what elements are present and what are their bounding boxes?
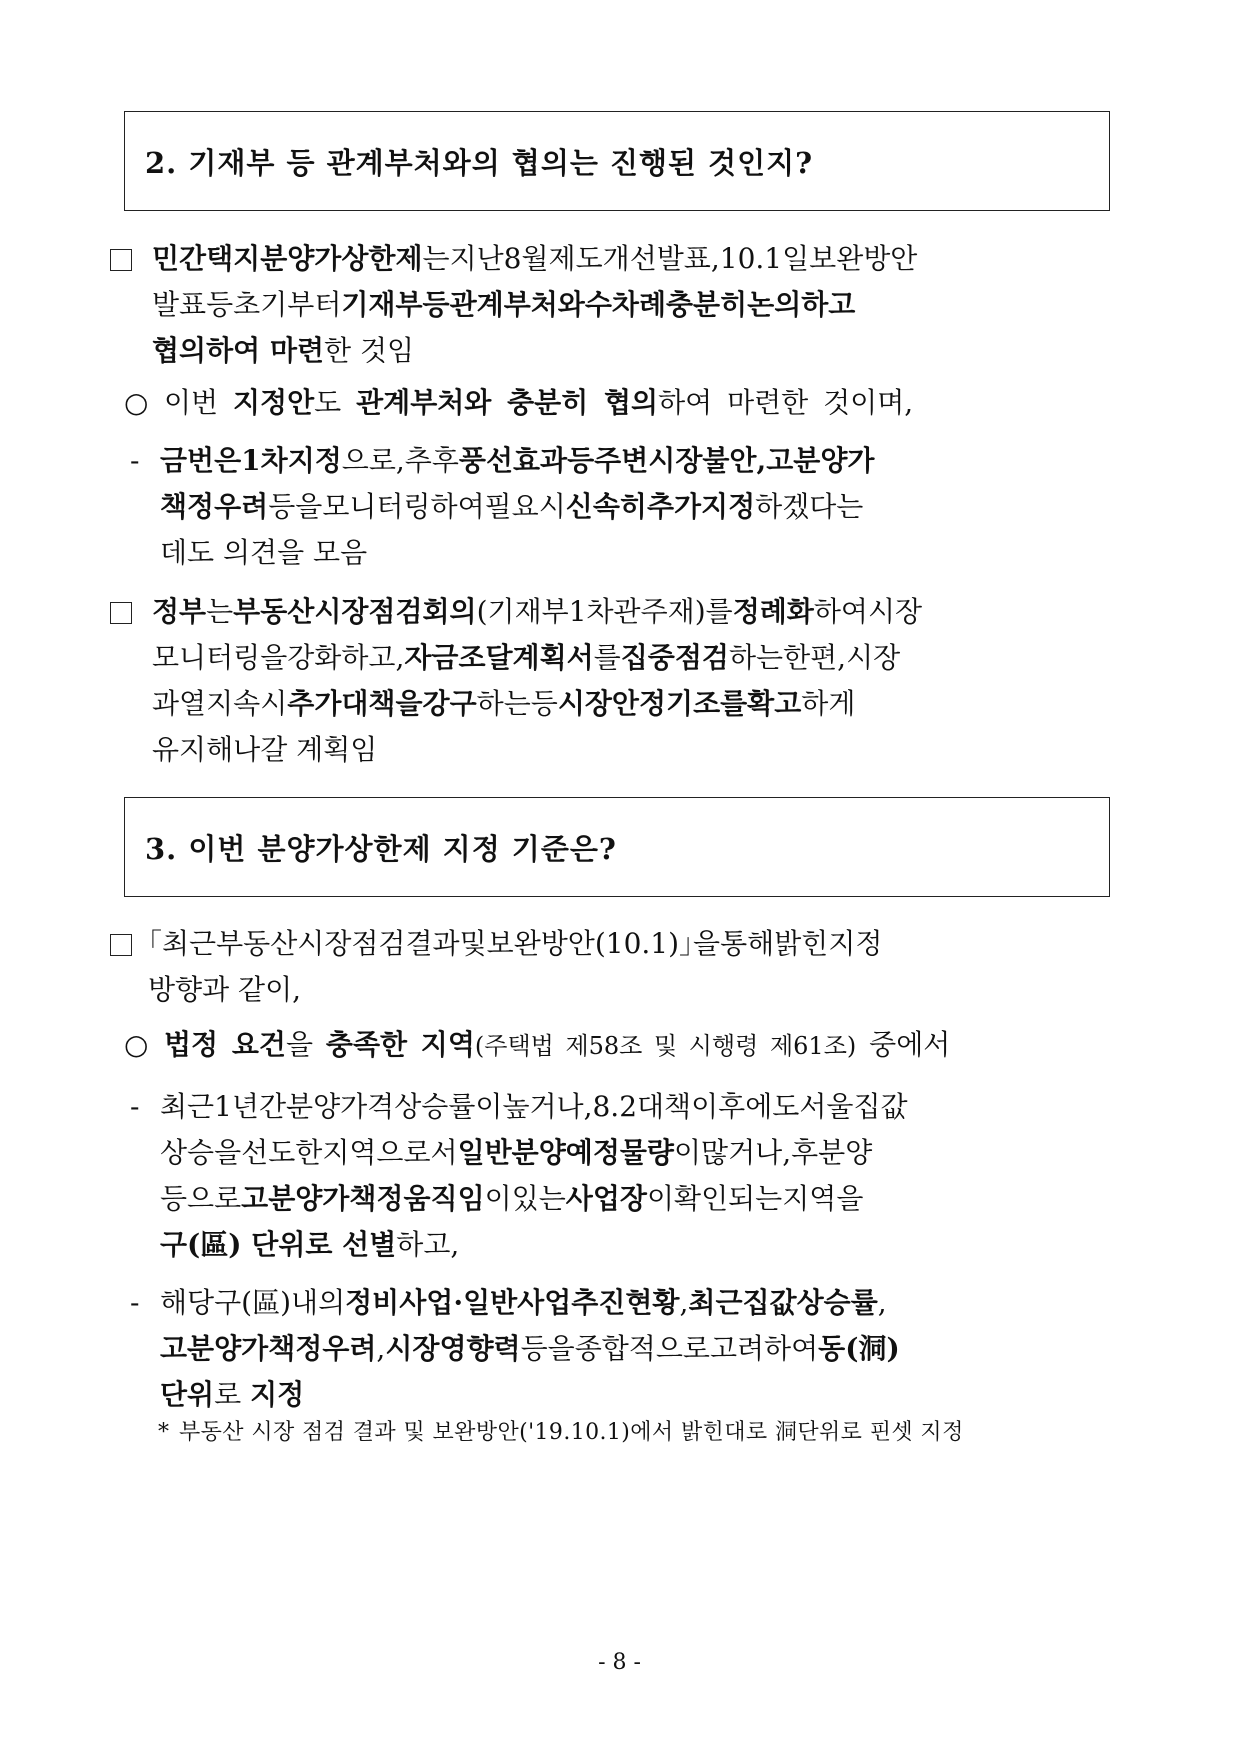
word: 상승을 (160, 1136, 242, 1169)
text-run: 데도 의견을 모음 (160, 536, 368, 569)
word: 결과 (405, 927, 460, 960)
dash-bullet: - (130, 1286, 140, 1319)
word: 금번은 (160, 444, 242, 477)
word: 등 (567, 444, 595, 477)
bold-text-run: 충족한 지역 (325, 1028, 475, 1061)
text-line (152, 727, 1004, 773)
word: 확인되는 (674, 1182, 783, 1215)
word: 이후에도 (691, 1090, 800, 1123)
question-3-title: 3. 이번 분양가상한제 지정 기준은? (145, 831, 617, 866)
question-3-box (124, 797, 1110, 897)
word: 지난 (449, 242, 504, 275)
word: 분양가격 (286, 1090, 395, 1123)
word: 점검하는 (674, 641, 784, 674)
bold-text-run: 협의하여 마련 (152, 334, 325, 367)
word: 시장 (867, 595, 923, 628)
text-run: 로 (214, 1378, 251, 1411)
text-line (152, 681, 1004, 727)
word: 강화하고, (287, 641, 405, 674)
word: 예정 (565, 1136, 620, 1169)
q2-paragraph-1 (152, 236, 1004, 374)
text-line (164, 380, 1004, 426)
text-run: 한 것임 (324, 334, 415, 367)
word: 지정으로, (287, 444, 405, 477)
word: 강구하는 (422, 687, 531, 720)
word: 자금조달계획서를 (404, 641, 621, 674)
word: 충분히 (666, 288, 748, 321)
word: 한편, (783, 641, 847, 674)
bold-text-run: 관계부처와 충분히 협의 (356, 386, 659, 419)
footnote-marker: * (158, 1420, 169, 1445)
word: 우려 (214, 490, 269, 523)
checkbox-square-icon (110, 934, 132, 956)
q3-paragraph-4 (160, 1280, 1004, 1418)
word: 시 (260, 687, 288, 720)
word: 및 (459, 927, 487, 960)
text-line (160, 484, 1004, 530)
word: 움직임이 (403, 1182, 512, 1215)
word: 보완방안 (809, 242, 918, 275)
word: 정비사업·일반사업 (345, 1286, 572, 1319)
word: 1차 (241, 444, 288, 477)
word: 책정 (349, 1182, 404, 1215)
text-line (152, 236, 1004, 282)
word: 선도한 (241, 1136, 323, 1169)
word: 등 (530, 687, 558, 720)
word: 8월 (503, 242, 549, 275)
text-line (152, 635, 1004, 681)
word: 시장 (385, 1332, 440, 1365)
word: 지정하겠다는 (701, 490, 864, 523)
text-run: 하고, (396, 1228, 460, 1261)
word: 안정기조를 (611, 687, 748, 720)
word: 모니터링하여 (322, 490, 485, 523)
bold-text-run: 지정안 (233, 386, 315, 419)
text-line (160, 1280, 1004, 1326)
text-line (160, 1084, 1004, 1130)
word: 등 (422, 288, 450, 321)
word: 지역을 (782, 1182, 864, 1215)
word: 풍선효과 (458, 444, 568, 477)
word: 정례화하여 (732, 595, 868, 628)
word: 추가 (646, 490, 702, 523)
word: 최근 (688, 1286, 743, 1319)
q2-paragraph-4 (152, 589, 1004, 773)
word: 분양가상한제는 (260, 242, 450, 275)
word: 집값 (853, 1090, 908, 1123)
word: 관계부처와 (449, 288, 585, 321)
word: 많거나, (701, 1136, 792, 1169)
q3-paragraph-2 (164, 1022, 1004, 1069)
text-run: 이번 (164, 386, 233, 419)
word: 있는 (511, 1182, 566, 1215)
word: 해당 (160, 1286, 215, 1319)
word: 고려하여 (709, 1332, 819, 1365)
text-run: 하여 마련한 것이며, (658, 386, 914, 419)
word: 최근 (160, 1090, 215, 1123)
word: 사업장이 (565, 1182, 675, 1215)
text-line (160, 1130, 1004, 1176)
word: 시장 (557, 687, 612, 720)
text-run: 을 (285, 1028, 326, 1061)
word: 필요시 (484, 490, 566, 523)
word: 지정 (828, 927, 883, 960)
q2-paragraph-2 (164, 380, 1004, 426)
text-line (160, 1372, 1004, 1418)
word: 고분양가 (241, 1182, 350, 1215)
circle-bullet: ○ (124, 1028, 149, 1061)
circle-bullet: ○ (124, 386, 149, 419)
word: 불안, (702, 444, 767, 477)
q2-paragraph-3 (160, 438, 1004, 576)
word: 1년간 (214, 1090, 287, 1123)
word: 민간택지 (152, 242, 261, 275)
dash-bullet: - (130, 444, 140, 477)
text-line (160, 438, 1004, 484)
word: 8.2대책 (592, 1090, 692, 1123)
word: 내의 (291, 1286, 346, 1319)
word: 10.1일 (719, 242, 810, 275)
word: 1차관 (568, 595, 641, 628)
word: 과열 (152, 687, 207, 720)
text-line (152, 282, 1004, 328)
word: 구(區) (214, 1286, 292, 1319)
word: 집중 (620, 641, 675, 674)
bold-text-run: 구(區) 단위로 선별 (160, 1228, 397, 1261)
word: 집값상승률, (742, 1286, 887, 1319)
word: 후분양 (791, 1136, 873, 1169)
word: 책정 (268, 1332, 323, 1365)
text-run: (주택법 제58조 및 시행령 제61조) (474, 1032, 857, 1060)
word: 등을 (268, 490, 323, 523)
word: 등을 (520, 1332, 575, 1365)
text-line (148, 967, 1004, 1013)
word: 높거나, (502, 1090, 593, 1123)
checkbox-square-icon (110, 249, 132, 271)
word: 부동산시장점검회의(기재부 (233, 595, 569, 628)
text-line (160, 1326, 1004, 1372)
word: 시장 (846, 641, 901, 674)
word: 종합적으로 (574, 1332, 710, 1365)
word: 주재)를 (640, 595, 733, 628)
word: 동(洞) (818, 1332, 900, 1365)
word: 논의하고 (747, 288, 856, 321)
word: 지역으로서 (322, 1136, 458, 1169)
word: 등으로 (160, 1182, 242, 1215)
word: 책정 (160, 490, 215, 523)
page-number: - 8 - (598, 1650, 641, 1675)
word: 추후 (404, 444, 459, 477)
text-run: 방향과 같이, (148, 973, 302, 1006)
word: 모니터링을 (152, 641, 288, 674)
q3-paragraph-1 (148, 921, 1004, 1013)
text-line (152, 589, 1004, 635)
word: 주변시장 (594, 444, 703, 477)
word: 초기부터 (233, 288, 342, 321)
text-line (164, 1022, 1004, 1069)
word: 부동산 (216, 927, 298, 960)
word: 등 (206, 288, 234, 321)
word: 추가대책을 (287, 687, 423, 720)
text-line (148, 921, 1004, 967)
word: 발표, (656, 242, 720, 275)
question-2-title: 2. 기재부 등 관계부처와의 협의는 진행된 것인지? (145, 145, 814, 180)
text-run: 도 (314, 386, 357, 419)
bold-text-run: 법정 요건 (164, 1028, 286, 1061)
word: 시장 (297, 927, 352, 960)
word: 기재부 (341, 288, 423, 321)
word: 일반분양 (457, 1136, 566, 1169)
text-run: 중에서 (856, 1028, 951, 1061)
word: 상승률이 (394, 1090, 503, 1123)
word: ｢최근 (148, 927, 217, 960)
text-run: 유지해나갈 계획임 (152, 733, 378, 766)
question-2-box (124, 111, 1110, 211)
word: 점검 (351, 927, 406, 960)
bold-text-run: 지정 (250, 1378, 305, 1411)
footnote (158, 1418, 1004, 1448)
word: 물량이 (619, 1136, 702, 1169)
word: 확고하게 (747, 687, 856, 720)
word: 영향력 (439, 1332, 521, 1365)
word: 밝힌 (774, 927, 829, 960)
word: 발표 (152, 288, 207, 321)
word: 통해 (720, 927, 775, 960)
text-line (160, 530, 1004, 576)
checkbox-square-icon (110, 602, 132, 624)
word: 서울 (799, 1090, 854, 1123)
word: 제도개선 (548, 242, 657, 275)
footnote-text: 부동산 시장 점검 결과 및 보완방안('19.10.1)에서 밝힌대로 洞단위로 핀셋 지정 (179, 1420, 964, 1445)
word: 우려, (322, 1332, 386, 1365)
text-line (160, 1176, 1004, 1222)
dash-bullet: - (130, 1090, 140, 1123)
word: 고분양가 (766, 444, 875, 477)
text-line (160, 1222, 1004, 1268)
bold-text-run: 단위 (160, 1378, 215, 1411)
word: 고분양가 (160, 1332, 269, 1365)
word: 현황, (625, 1286, 689, 1319)
word: 지속 (206, 687, 261, 720)
word: 추진 (571, 1286, 626, 1319)
word: 신속히 (565, 490, 647, 523)
q3-paragraph-3 (160, 1084, 1004, 1268)
text-line (152, 328, 1004, 374)
word: 정부는 (152, 595, 234, 628)
word: 보완방안(10.1)｣을 (486, 927, 721, 960)
word: 수차례 (584, 288, 666, 321)
